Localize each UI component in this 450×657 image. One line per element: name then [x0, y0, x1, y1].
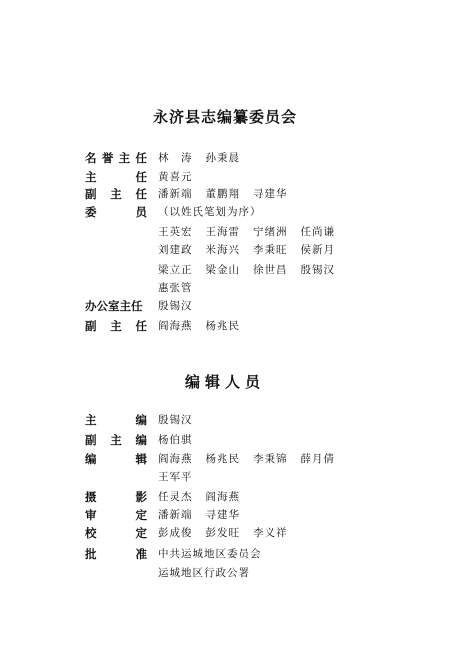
- person-name: 运城地区行政公署: [158, 567, 250, 579]
- person-name: 杨兆民: [205, 453, 240, 465]
- person-name: 李义祥: [253, 527, 288, 539]
- editors-role: [85, 432, 147, 448]
- committee-role: [85, 186, 147, 202]
- role-char: 办公室主任: [85, 299, 143, 313]
- editors-role: [85, 507, 147, 523]
- person-name: 李秉锦: [253, 453, 288, 465]
- committee-names: [158, 298, 206, 313]
- person-name: 黄喜元: [158, 171, 193, 183]
- person-name: 寻建华: [205, 509, 240, 521]
- committee-role: [85, 169, 147, 185]
- role-char: 定: [135, 526, 147, 540]
- role-char: 定: [135, 508, 147, 522]
- role-char: 副: [85, 319, 97, 333]
- role-char: 任: [135, 151, 147, 165]
- person-name: 米海兴: [205, 244, 240, 256]
- person-name: 潘新端: [158, 188, 193, 200]
- role-char: 副: [85, 433, 97, 447]
- committee-names: [158, 150, 253, 165]
- role-char: 主: [85, 170, 97, 184]
- role-char: 任: [135, 170, 147, 184]
- person-name: 阎海燕: [158, 320, 193, 332]
- role-char: 任: [135, 319, 147, 333]
- person-name: 王军平: [158, 471, 193, 483]
- person-name: 殷锡汉: [158, 414, 193, 426]
- role-char: 员: [135, 205, 147, 219]
- person-name: 梁金山: [205, 264, 240, 276]
- role-char: 审: [85, 508, 97, 522]
- role-char: 主: [110, 187, 122, 201]
- role-char: 主: [85, 413, 97, 427]
- role-char: 编: [85, 452, 97, 466]
- editors-names: [158, 525, 301, 540]
- role-char: 编: [135, 413, 147, 427]
- person-name: 董鹏翔: [205, 188, 240, 200]
- role-char: 主: [110, 433, 122, 447]
- person-name: 薛月倩: [300, 453, 335, 465]
- editors-names: [158, 507, 253, 522]
- role-char: 准: [135, 547, 147, 561]
- person-name: 孙秉晨: [205, 152, 240, 164]
- committee-names: [158, 204, 275, 219]
- person-name: 彭发旺: [205, 527, 240, 539]
- editors-role: [85, 412, 147, 428]
- role-char: 主: [118, 151, 131, 165]
- role-char: 辑: [135, 452, 147, 466]
- committee-title: 永济县志编纂委员会: [152, 108, 297, 126]
- editors-names: [158, 469, 206, 484]
- person-name: 殷锡汉: [300, 264, 335, 276]
- role-char: 名: [85, 151, 97, 165]
- person-name: 林 涛: [158, 152, 193, 164]
- person-name: 中共运城地区委员会: [158, 548, 262, 560]
- editors-role: [85, 451, 147, 467]
- person-name: 李秉旺: [253, 244, 288, 256]
- person-name: 王海雷: [205, 226, 240, 238]
- person-name: 杨伯骐: [158, 434, 193, 446]
- role-char: 委: [85, 205, 97, 219]
- person-name: 侯新月: [300, 244, 335, 256]
- person-name: 徐世昌: [253, 264, 288, 276]
- editors-names: [158, 412, 206, 427]
- editors-role: [85, 525, 147, 541]
- committee-names: [158, 186, 301, 201]
- editors-names: [158, 489, 253, 504]
- role-char: 誉: [101, 151, 114, 165]
- role-char: 任: [135, 187, 147, 201]
- person-name: 杨兆民: [205, 320, 240, 332]
- editors-names: [158, 565, 263, 580]
- role-char: 批: [85, 547, 97, 561]
- editors-names: [158, 432, 206, 447]
- committee-names: [158, 224, 348, 239]
- committee-names: [158, 169, 206, 184]
- person-name: 阎海燕: [205, 491, 240, 503]
- editors-names: [158, 451, 348, 466]
- person-name: 宁绪洲: [253, 226, 288, 238]
- person-name: 梁立正: [158, 264, 193, 276]
- person-name: 阎海燕: [158, 453, 193, 465]
- role-char: 编: [135, 433, 147, 447]
- role-char: 主: [110, 319, 122, 333]
- committee-names: [158, 318, 253, 333]
- role-char: 摄: [85, 490, 97, 504]
- committee-names: [158, 280, 206, 295]
- committee-role: [85, 298, 147, 314]
- person-name: 惠张管: [158, 282, 193, 294]
- committee-role: [85, 318, 147, 334]
- editors-title: 编辑人员: [184, 373, 265, 391]
- editors-role: [85, 546, 147, 562]
- person-name: 任灵杰: [158, 491, 193, 503]
- editors-names: [158, 546, 275, 561]
- person-name: 王英宏: [158, 226, 193, 238]
- person-name: 寻建华: [253, 188, 288, 200]
- person-name: （以姓氏笔划为序）: [158, 206, 262, 218]
- person-name: 彭成俊: [158, 527, 193, 539]
- role-char: 校: [85, 526, 97, 540]
- role-char: 副: [85, 187, 97, 201]
- person-name: 潘新端: [158, 509, 193, 521]
- person-name: 殷锡汉: [158, 300, 193, 312]
- committee-names: [158, 242, 348, 257]
- committee-role: [85, 204, 147, 220]
- person-name: 刘建政: [158, 244, 193, 256]
- person-name: 任尚谦: [300, 226, 335, 238]
- role-char: 影: [135, 490, 147, 504]
- committee-names: [158, 262, 348, 277]
- editors-role: [85, 489, 147, 505]
- committee-role: [85, 150, 147, 166]
